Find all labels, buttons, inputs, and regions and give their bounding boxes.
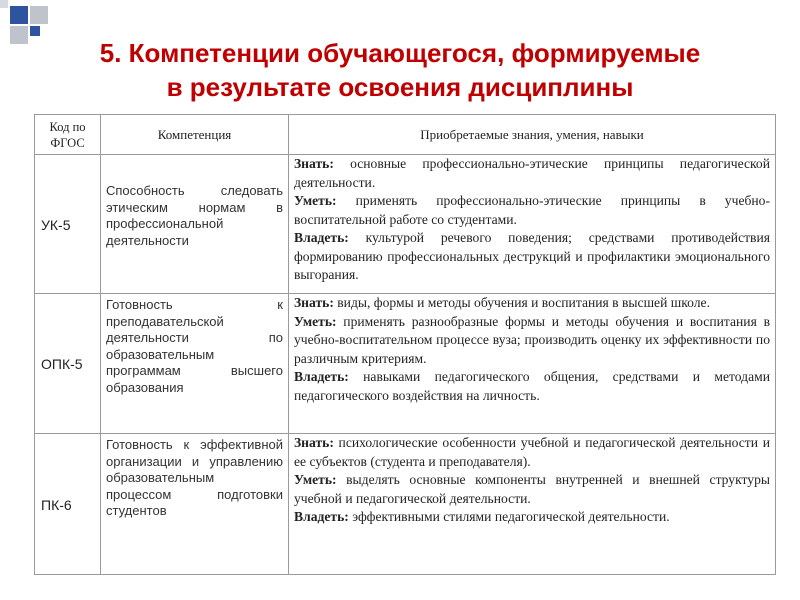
know-text: виды, формы и методы обучения и воспитания в высшей школе. [333,295,710,310]
table-row [35,155,776,294]
competence-text: Способность следовать этическим нормам в профессиональной деятельности [106,183,283,248]
table-header-row [35,115,776,155]
row-code: УК-5 [35,155,101,294]
competence-table [34,114,776,575]
know-label: Знать: [294,435,334,450]
know-text: основные профессионально-этические принципы педагогической деятельности. [294,156,770,190]
know-item [294,294,770,313]
own-label: Владеть: [294,509,349,524]
own-text: навыками педагогического общения, средствами и методами педагогического воздействия на личность. [294,369,770,403]
can-label: Уметь: [294,193,337,208]
can-text: применять профессионально-этические принципы в учебно-воспитательной работе со студентами. [294,193,770,227]
know-label: Знать: [294,295,334,310]
can-item [294,471,770,508]
can-text: выделять основные компоненты внутренней и внешней структуры учебной и педагогической деятельности. [294,472,770,506]
can-text: применять разнообразные формы и методы обучения и воспитания в учебно-воспитательном процессе вуза; производить оценку их эффективности по различным критериям. [294,313,770,366]
own-text: эффективными стилями педагогической деятельности. [348,509,670,524]
own-label: Владеть: [294,230,349,245]
own-item [294,229,770,285]
row-competence [101,155,289,294]
row-code: ПК-6 [35,434,101,575]
deco-square-grey [30,6,48,24]
competence-text: Готовность к преподавательской деятельности по образовательным программам высшего образования [106,297,283,395]
deco-square-blue [10,6,28,24]
header-code: Код по ФГОС [35,115,101,155]
can-label: Уметь: [294,313,337,329]
title-line-1: 5. Компетенции обучающегося, формируемые [99,38,701,68]
table-row [35,434,776,575]
row-competence [101,434,289,575]
know-text: психологические особенности учебной и педагогической деятельности и ее субъектов (студента и преподавателя). [294,435,770,469]
table-row [35,294,776,434]
row-skills [289,434,776,575]
page-title [20,36,780,104]
own-item [294,508,770,527]
own-item [294,368,770,405]
own-text: культурой речевого поведения; средствами противодействия формированию профессиональных деструкций и профилактики эмоционального выгорания. [294,230,770,282]
header-skills: Приобретаемые знания, умения, навыки [289,115,776,155]
deco-square-blue [30,26,40,36]
competence-text: Готовность к эффективной организации и управлению образовательным процессом подготовки студентов [106,437,283,518]
title-line-2: в результате освоения дисциплины [166,72,634,102]
can-item [294,192,770,229]
deco-square-grey [0,0,8,8]
can-item [294,313,770,369]
know-item [294,434,770,471]
know-item [294,155,770,192]
own-label: Владеть: [294,369,349,384]
can-label: Уметь: [294,472,337,487]
row-skills [289,294,776,434]
row-code: ОПК-5 [35,294,101,434]
header-competence: Компетенция [101,115,289,155]
row-skills [289,155,776,294]
row-competence [101,294,289,434]
know-label: Знать: [294,156,334,171]
